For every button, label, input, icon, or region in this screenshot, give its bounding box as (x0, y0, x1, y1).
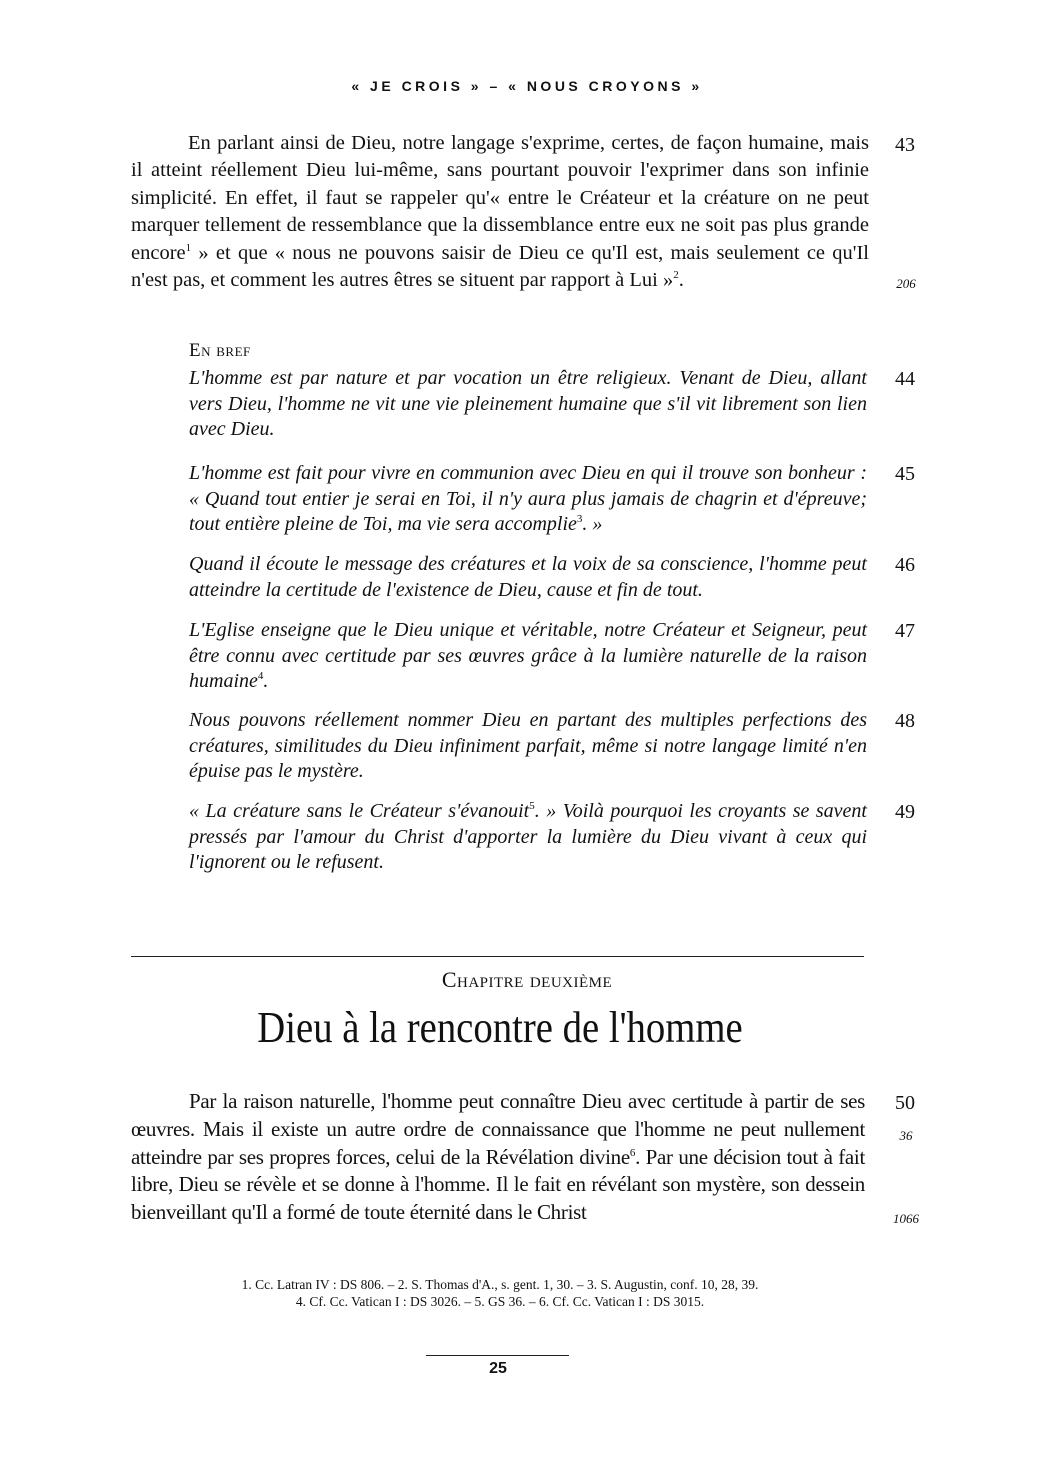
paragraph-number-45: 45 (895, 463, 915, 485)
en-bref-item-44 (189, 366, 867, 443)
margin-reference-206: 206 (896, 276, 916, 291)
paragraph-number-48: 48 (895, 710, 915, 732)
page-number: 25 (489, 1360, 507, 1377)
footnote-ref-6: 6 (629, 1146, 636, 1159)
en-bref-text: L'homme est fait pour vivre en communion avec Dieu en qui il trouve son bonheur : « Quand tout entier je serai en Toi, il n'y aura plus jamais de chagrin et d'épreuve; tout entière pleine de Toi, ma vie sera accomplie (189, 462, 867, 535)
paragraph-50-text-2: . Par une décision tout à fait libre, Dieu se révèle et se donne à l'homme. Il le fait en révélant son mystère, son dessein bienveillant qu'Il a formé de toute éternité dans le Christ (131, 1144, 865, 1225)
running-head: « JE CROIS » – « NOUS CROYONS » (351, 78, 703, 94)
footnote-ref-1: 1 (185, 241, 192, 254)
paragraph-43-text-3: . (678, 269, 684, 292)
paragraph-number-43: 43 (895, 134, 915, 156)
footnote-line-1: 1. Cc. Latran IV : DS 806. – 2. S. Thomas d'A., s. gent. 1, 30. – 3. S. Augustin, conf. 10, 28, 39. (241, 1277, 759, 1292)
en-bref-item-46 (189, 552, 867, 603)
footnote-ref-2: 2 (673, 269, 679, 282)
paragraph-number-44: 44 (895, 368, 915, 390)
footnote-ref-4: 4 (257, 670, 264, 682)
en-bref-text: Quand il écoute le message des créatures et la voix de sa conscience, l'homme peut atteindre la certitude de l'existence de Dieu, cause et fin de tout. (189, 553, 867, 601)
en-bref-text-tail: . (263, 670, 269, 692)
paragraph-number-46: 46 (895, 554, 915, 576)
paragraph-43 (131, 130, 869, 294)
en-bref-text-tail: . » Voilà pourquoi les croyants se savent pressés par l'amour du Christ d'apporter la lumière du Dieu vivant à ceux qui l'ignorent ou le refusent. (189, 800, 867, 873)
paragraph-number-47: 47 (895, 620, 915, 642)
en-bref-text: Nous pouvons réellement nommer Dieu en partant des multiples perfections des créatures, similitudes du Dieu infiniment parfait, même si notre langage limité n'en épuise pas le mystère. (189, 709, 867, 782)
paragraph-number-50: 50 (895, 1092, 915, 1114)
footnotes (0, 1276, 1000, 1310)
paragraph-43-text-1: En parlant ainsi de Dieu, notre langage s'exprime, certes, de façon humaine, mais il atteint réellement Dieu lui-même, sans pourtant pouvoir l'exprimer dans son infinie simplicité. En effet, il faut se rappeler qu'« entre le Créateur et la créature on ne peut marquer tellement de ressemblance que la dissemblance entre eux ne soit pas plus grande encore (131, 132, 869, 264)
chapter-divider (131, 956, 864, 957)
en-bref-text-tail: . » (582, 513, 603, 535)
paragraph-number-49: 49 (895, 801, 915, 823)
footnote-line-2: 4. Cf. Cc. Vatican I : DS 3026. – 5. GS 36. – 6. Cf. Cc. Vatican I : DS 3015. (295, 1294, 705, 1309)
en-bref-text: « La créature sans le Créateur s'évanouit (189, 800, 530, 822)
chapter-label: Chapitre deuxième (441, 967, 613, 992)
page-number-rule (426, 1355, 569, 1356)
paragraph-50 (131, 1088, 865, 1227)
footnote-ref-3: 3 (576, 513, 583, 525)
en-bref-text: L'homme est par nature et par vocation un être religieux. Venant de Dieu, allant vers Dieu, l'homme ne vit une vie pleinement humaine que s'il vit librement son lien avec Dieu. (189, 367, 867, 440)
en-bref-item-49 (189, 799, 867, 876)
paragraph-50-text-1: Par la raison naturelle, l'homme peut connaître Dieu avec certitude à partir de ses œuvres. Mais il existe un autre ordre de connaissance que l'homme ne peut nullement atteindre par ses propres forces, celui de la Révélation divine (131, 1089, 865, 1169)
margin-reference-36: 36 (899, 1128, 913, 1143)
margin-reference-1066: 1066 (893, 1211, 919, 1226)
chapter-title: Dieu à la rencontre de l'homme (257, 1003, 743, 1052)
en-bref-item-48 (189, 708, 867, 785)
footnote-ref-5: 5 (529, 800, 535, 812)
en-bref-text: L'Eglise enseigne que le Dieu unique et véritable, notre Créateur et Seigneur, peut être connu avec certitude par ses œuvres grâce à la lumière naturelle de la raison humaine (189, 619, 867, 692)
en-bref-item-45 (189, 461, 867, 538)
paragraph-43-text-2: » et que « nous ne pouvons saisir de Dieu ce qu'Il est, mais seulement ce qu'Il n'est pas, et comment les autres êtres se situent par rapport à Lui » (131, 241, 869, 292)
en-bref-heading: En bref (189, 340, 251, 361)
en-bref-item-47 (189, 618, 867, 695)
